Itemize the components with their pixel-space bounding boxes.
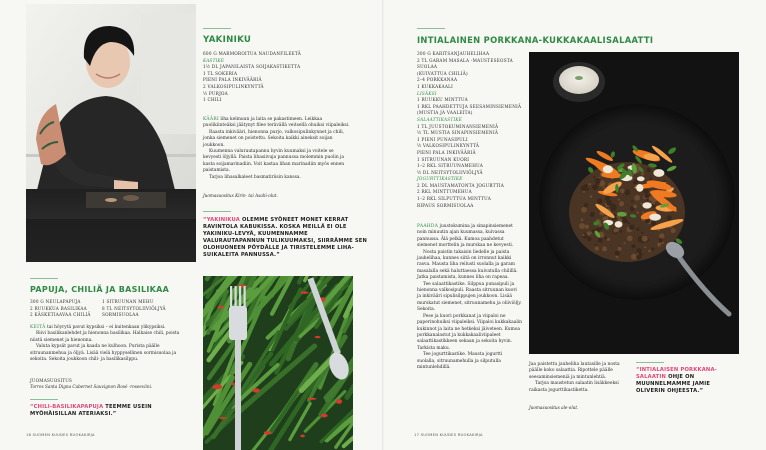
- minced-meat-crumb: [643, 188, 648, 193]
- chef-photo: [26, 4, 196, 262]
- minced-meat-crumb: [636, 248, 641, 253]
- minced-meat-crumb: [590, 195, 593, 198]
- yakiniku-ingredients: [203, 51, 353, 104]
- minced-meat-crumb: [631, 244, 635, 248]
- papuja-drink: [30, 378, 192, 390]
- minced-meat-crumb: [659, 238, 663, 242]
- papuja-ingredients-col1: [30, 299, 102, 319]
- minced-meat-crumb: [631, 200, 633, 202]
- chili-slice: [307, 398, 317, 400]
- ingredient-item: ½ TL MUSTIA SINAPINSIEMENIÄ: [417, 130, 499, 136]
- ingredient-item: 1 TL SOKERIA: [203, 70, 238, 76]
- paragraph-lead: KÄÄRI: [203, 117, 219, 122]
- cauliflower-slice: [649, 214, 661, 221]
- minced-meat-crumb: [620, 189, 625, 194]
- minced-meat-crumb: [646, 199, 648, 201]
- yakiniku-method: [203, 117, 353, 181]
- minced-meat-crumb: [667, 215, 672, 220]
- minced-meat-crumb: [602, 246, 607, 251]
- ingredient-item: 300 G NEULAPAPUJA: [30, 299, 81, 304]
- ingredient-section-label: SALAATTIKASTIKE: [417, 116, 463, 122]
- ingredient-item: 8 TL NEITSYTOLIIVIÖLJYÄ: [102, 305, 166, 311]
- porkkana-quote-highlight: “INTIALAISEN PORKKANA-SALAATIN: [636, 367, 718, 380]
- paragraph-text: Nosta paistin takaisin liedelle ja paista jauhelihaa, kunnes siitä on irronnut kaikki rasva. Mausta liha reilusti suolalla ja garam masalalla sekä haluttaessa kuivatulla chilillä. Jatka paistamista, kunnes liha on rapeaa.: [417, 249, 518, 281]
- method-paragraph: [203, 130, 353, 149]
- minced-meat-crumb: [659, 233, 664, 238]
- ingredient-item: ½ PURJOA: [203, 90, 228, 96]
- minced-meat-crumb: [631, 254, 637, 260]
- chili-slice: [252, 388, 259, 392]
- method-paragraph: [417, 352, 522, 371]
- paragraph-text: Tarjoa maustetun salaatin lisäkkeeksi raikasta jogurttikastiketta.: [529, 381, 619, 393]
- porkkana-quote-text: OHJE ON MUUNNELMAMME JAMIE OLIVERIN OHJEESTA.”: [636, 374, 711, 394]
- porkkana-rule: [417, 28, 445, 29]
- minced-meat-crumb: [671, 228, 676, 233]
- paragraph-text: Tee salaattikastike. Silppua punasipuli ja hienonna valkosipuli. Raasta sitruunan kuori ja inkivääri sipulisilppujen joukkoon. Lisää murskatut siemenet, sitruunamehu ja oliiviöljy. Sekoita.: [417, 281, 522, 313]
- chili-slice: [315, 336, 321, 338]
- chili-slice: [219, 417, 227, 419]
- method-paragraph: [203, 175, 353, 181]
- papuja-title: PAPUJA, CHILIÄ JA BASILIKAA: [30, 285, 170, 294]
- paragraph-text: Raasta inkivääri, hienonna purjo, valkosipulinkynnet ja chili, jonka siemenet on poistettu. Sekoita kaikki aineksit soijan joukkoon.: [203, 129, 345, 148]
- paragraph-lead: PAAHDA: [417, 224, 439, 229]
- ingredient-item: 1 SITRUUNAN KUORI: [417, 156, 470, 162]
- minced-meat-crumb: [583, 191, 585, 193]
- ingredient-item: 2 RUUKKUA BASILIKAA: [30, 305, 87, 311]
- chili-slice: [336, 399, 342, 404]
- minced-meat-crumb: [641, 231, 644, 234]
- minced-meat-crumb: [620, 230, 623, 233]
- minced-meat-crumb: [629, 224, 634, 229]
- ingredient-item: 1 KUKKAKAALI: [417, 83, 454, 89]
- minced-meat-crumb: [657, 243, 661, 247]
- method-paragraph: [203, 117, 353, 130]
- ingredient-item: 300 G KARITSANJAUHELIHAA: [417, 51, 490, 56]
- yakiniku-title: YAKINIKU: [203, 35, 252, 45]
- ingredient-item: 1 RKL PAAHDETTUJA SEESAMINSIEMENIÄ: [417, 103, 522, 109]
- ingredient-item: 1–2 RKL SITRUUNAMEHUA: [417, 163, 484, 169]
- cauliflower-slice: [653, 169, 664, 177]
- minced-meat-crumb: [628, 222, 630, 224]
- minced-meat-crumb: [618, 198, 620, 200]
- ingredient-item: 1½ DL JAPANILAISTA SOIJAKASTIKETTA: [203, 64, 301, 70]
- chili-slice: [264, 431, 271, 435]
- ingredient-item: 2 DL MAUSTAMATONTA JOGURTTIA: [417, 182, 505, 188]
- papuja-quote-rule: [30, 399, 58, 400]
- minced-meat-crumb: [593, 176, 595, 178]
- ingredient-item: ½ DL NEITSYTOLIIVIÖLJYÄ: [417, 169, 483, 175]
- chili-slice: [217, 306, 223, 309]
- yakiniku-quote: [203, 217, 368, 259]
- minced-meat-crumb: [585, 225, 589, 229]
- ingredient-item: ½ VALKOSIPULINKYNTTÄ: [417, 143, 480, 149]
- minced-meat-crumb: [617, 247, 621, 251]
- minced-meat-crumb: [592, 184, 598, 190]
- ingredient-section-label: LISÄKSI: [417, 90, 437, 96]
- cauliflower-slice: [637, 176, 645, 181]
- paragraph-text: Kuumenna valurautapannu hyvin kuumaksi ja voitele se kevyesti öljyllä. Paista lihasiivuja pannussa molemmin puolin ja kasta soijamarinadiin. Voit kastaa lihan marinadiin myös ennen paistamista.: [203, 149, 345, 174]
- minced-meat-crumb: [587, 231, 591, 235]
- minced-meat-crumb: [590, 212, 595, 217]
- ingredient-item: 1 RUUKKU MINTTUA: [417, 97, 468, 103]
- porkkana-drink: Juomasuositus ale-olut.: [529, 405, 579, 410]
- ingredient-item: 2 RKL MINTTUMEHUA: [417, 189, 472, 195]
- papuja-drink-label: JUOMASUOSITUS: [30, 378, 73, 383]
- method-paragraph: [30, 344, 192, 363]
- ingredient-item: PIENI PALA INKIVÄÄRIÄ: [417, 149, 476, 155]
- ingredient-section-label: JOGURTTIKASTIKE: [417, 176, 463, 182]
- paragraph-text: tai höyrytä pavut kypsiksi – ei kuitenkaan ylikypsiksi.: [45, 325, 166, 330]
- minced-meat-crumb: [644, 246, 646, 248]
- paragraph-text: Pese ja kuori porkkanat ja viipaloi ne paperinohuiksi viipaleiksi. Viipaloi kukkakaalin kukinnot ja laita ne hetkeksi jäiveteen. Kumoa porkkanalastut ja kukkakaaliviipaleet salaattikastikkeen sekaan ja sekoita hyvin. Tarkista maku.: [417, 313, 522, 351]
- minced-meat-crumb: [581, 218, 584, 221]
- paragraph-text: Tarjoa lihasalkaleet basmatiriisin kanssa.: [209, 174, 301, 180]
- yakiniku-quote-highlight: “YAKINIKUA: [203, 217, 240, 223]
- porkkana-ingredients: [417, 51, 522, 209]
- ingredient-item: (KUIVATTUA CHILIÄ): [417, 70, 468, 76]
- ingredient-item: 2 KÄSKETIAAVAA CHILIÄ: [30, 312, 91, 318]
- papuja-ingredients-col2: [102, 299, 182, 319]
- yakiniku-quote-rule: [203, 211, 231, 212]
- ingredient-item: 1 TL JUUSTOKUMINANSIEMENIÄ: [417, 123, 499, 129]
- minced-meat-crumb: [636, 228, 639, 231]
- minced-meat-crumb: [651, 247, 654, 250]
- papuja-quote-highlight: “CHILI-BASILIKAPAPUJA: [30, 404, 104, 410]
- method-paragraph: [417, 282, 522, 314]
- minced-meat-crumb: [640, 202, 642, 204]
- minced-meat-crumb: [595, 246, 599, 250]
- chili-slice: [300, 435, 305, 438]
- cauliflower-slice: [603, 165, 613, 173]
- ingredient-item: 1 SITRUUNAN MEHU: [102, 299, 154, 304]
- chili-slice: [212, 384, 222, 389]
- ingredient-item: PIENI PALA INKIVÄÄRIÄ: [203, 77, 262, 83]
- ingredient-item: (MUSTIA JA VAALEITA): [417, 110, 473, 116]
- minced-meat-crumb: [641, 172, 644, 175]
- minced-meat-crumb: [627, 235, 633, 241]
- paragraph-lead: KEITÄ: [30, 325, 46, 330]
- papuja-method: [30, 325, 192, 363]
- method-paragraph: [529, 381, 625, 394]
- salad-photo: [529, 52, 739, 354]
- papuja-quote-text: TEEMME USEIN MYÖHÄISILLAN ATERIAKSI.”: [30, 404, 152, 417]
- minced-meat-crumb: [646, 168, 651, 173]
- minced-meat-crumb: [610, 205, 616, 211]
- minced-meat-crumb: [606, 200, 612, 206]
- paragraph-text: Jaa paistettu jauheliha lautasille ja nosta päälle koko salaattia. Ripottele päälle seesaminsiemeniä ja mintunlehtiä.: [529, 362, 620, 380]
- papuja-rule: [30, 278, 58, 279]
- method-paragraph: [529, 362, 625, 381]
- minced-meat-crumb: [613, 228, 617, 232]
- minced-meat-crumb: [619, 201, 624, 206]
- minced-meat-crumb: [633, 205, 637, 209]
- beans-photo-illustration: [203, 276, 353, 450]
- porkkana-method: [417, 224, 522, 371]
- method-paragraph: [30, 331, 192, 344]
- minced-meat-crumb: [603, 187, 605, 189]
- minced-meat-crumb: [596, 181, 600, 185]
- method-paragraph: [417, 250, 522, 282]
- porkkana-serving: [529, 362, 625, 394]
- minced-meat-crumb: [581, 207, 587, 213]
- papuja-drink-text: Torres Santa Digna Cabernet Sauvignon Rosé -roseeviini.: [30, 384, 153, 389]
- yakiniku-quote-text: OLEMME SYÖNEET MONET KERRAT RAVINTOLA KABUKISSA. KOSKA MEILLÄ EI OLE YAKINIKU-LEVYÄ, KUUMENNAMME VALURAUTAPANNUN TULIKUUMAKSI, SIIRRÄMME SEN OLOHUONEEN PÖYDÄLLE JA TIRISTELEMME LIHASUIKALEITA PANNUSSA.”: [203, 217, 368, 258]
- ingredient-item: 1–2 RKL SILPUTTUA MINTTUA: [417, 196, 492, 202]
- minced-meat-crumb: [624, 242, 626, 244]
- cauliflower-slice: [642, 202, 651, 208]
- right-footer: 17 SUOMEN KUUDES RUOKAKIRJA: [414, 433, 483, 437]
- minced-meat-crumb: [607, 238, 610, 241]
- minced-meat-crumb: [584, 203, 588, 207]
- papuja-quote: [30, 404, 195, 418]
- yakiniku-drink: Juomasuositus Kirin- tai Asahi-olut.: [203, 193, 278, 198]
- paragraph-text: Riivi basilikanlehdet ja hienonna basilikaa. Halkaise chili, poista niistä siemenet ja hienonna.: [30, 331, 180, 343]
- minced-meat-crumb: [649, 178, 651, 180]
- paragraph-text: liha kelmuun ja laita se pakastimeen. Leikkaa puolikiinteäksi jäätynyt filee terävällä veitsellä ohuiksi viipaleiksi.: [203, 117, 350, 129]
- minced-meat-crumb: [587, 237, 592, 242]
- method-paragraph: [417, 314, 522, 352]
- minced-meat-crumb: [633, 179, 638, 184]
- minced-meat-crumb: [615, 251, 620, 256]
- minced-meat-crumb: [623, 219, 628, 224]
- ingredient-item: 1 PIENI PUNASIPULI: [417, 136, 468, 142]
- minced-meat-crumb: [584, 184, 588, 188]
- chili-slice: [300, 291, 308, 293]
- minced-meat-crumb: [642, 236, 648, 242]
- minced-meat-crumb: [648, 250, 651, 253]
- chili-slice: [321, 414, 328, 418]
- ingredient-item: 600 G MARMOROITUA NAUDANFILEETÄ: [203, 51, 302, 56]
- porkkana-title: INTIALAINEN PORKKANA-KUKKAKAALISALAATTI: [417, 35, 654, 45]
- chef-photo-illustration: [26, 4, 196, 262]
- ingredient-item: RIPAUS SORMISUOLAA: [417, 202, 474, 208]
- minced-meat-crumb: [597, 198, 602, 203]
- paragraph-text: Tee jogurttikastike. Mausta jogurtti suolalla, sitruunamehulla ja silputulla mintunlehdillä.: [417, 352, 503, 370]
- minced-meat-crumb: [582, 234, 584, 236]
- minced-meat-crumb: [589, 183, 592, 186]
- ingredient-item: SORMISUOLAA: [102, 312, 139, 318]
- cauliflower-slice: [615, 221, 623, 228]
- porkkana-quote: [636, 367, 740, 395]
- ingredient-item: 2 TL GARAM MASALA -MAUSTESEOSTA: [417, 57, 513, 63]
- porkkana-quote-rule: [636, 362, 664, 363]
- method-paragraph: [417, 224, 522, 250]
- minced-meat-crumb: [636, 211, 639, 214]
- minced-meat-crumb: [625, 189, 631, 195]
- ingredient-item: 2 VALKOSIPULINKYNTTÄ: [203, 83, 264, 89]
- minced-meat-crumb: [634, 195, 640, 201]
- minced-meat-crumb: [579, 223, 585, 229]
- beans-photo: [203, 276, 353, 450]
- minced-meat-crumb: [586, 188, 589, 191]
- minced-meat-crumb: [594, 244, 596, 246]
- ingredient-item: 2–4 PORKKANAA: [417, 77, 458, 83]
- yakiniku-rule: [203, 28, 231, 29]
- left-footer: 18 SUOMEN KUUDES RUOKAKIRJA: [26, 433, 95, 437]
- minced-meat-crumb: [652, 204, 654, 206]
- ingredient-item: 1 CHILI: [203, 97, 222, 103]
- paragraph-text: Valuta kypsät pavut ja kaada ne kulhoon. Purista päälle sitruunanmehua ja öljyä. Lisää vielä hyppysellinen sormisuolaa ja sekoita. Sekoita joukkoon chili- ja basilikasilppu.: [30, 344, 177, 363]
- ingredient-section-label: KASTIKE: [203, 57, 225, 63]
- salad-photo-illustration: [529, 52, 739, 354]
- minced-meat-crumb: [598, 238, 603, 243]
- minced-meat-crumb: [651, 221, 656, 226]
- ingredient-item: SUOLAA: [417, 64, 438, 70]
- method-paragraph: [203, 149, 353, 175]
- cauliflower-slice: [636, 184, 643, 192]
- page-fold: [382, 0, 384, 450]
- minced-meat-crumb: [642, 211, 644, 213]
- paragraph-text: juustokumina ja sinapinsiemenet noin minuutin ajan kuumassa, kuivassa pannussa. Älä pelkä. Kumoa paahdetut siemenet morttelin ja murskaa ne kevyesti.: [417, 224, 514, 249]
- minced-meat-crumb: [644, 193, 649, 198]
